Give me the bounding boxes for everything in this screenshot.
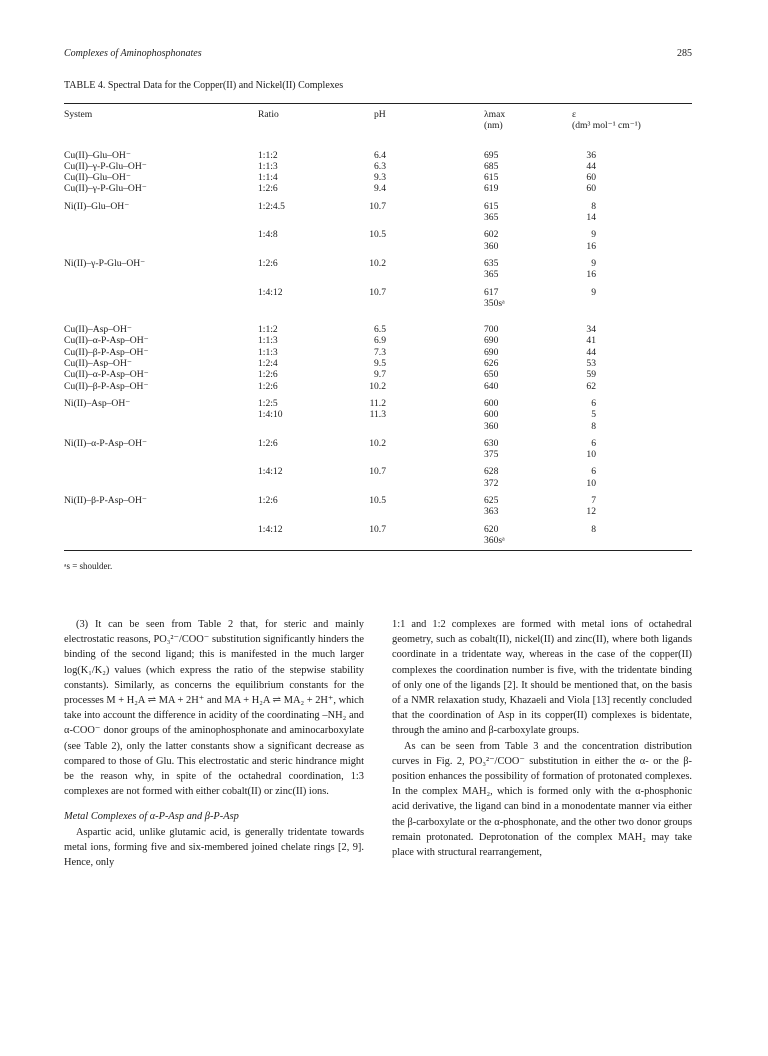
cell-ph: 6.5 (374, 324, 386, 336)
cell-lambda: 640 (484, 380, 499, 392)
header-epsilon-symbol: ε (572, 109, 577, 120)
cell-epsilon (542, 252, 692, 269)
cell-epsilon-value: 12 (586, 506, 596, 518)
cell-epsilon (542, 298, 692, 309)
header-epsilon (542, 104, 692, 136)
cell-lambda: 650 (484, 369, 499, 381)
table-row (64, 432, 692, 449)
cell-lambda: 372 (484, 477, 499, 489)
header-lambda-unit: (nm) (484, 120, 503, 132)
cell-system: Ni(II)–α-P-Asp–OH⁻ (64, 437, 148, 449)
cell-system (64, 518, 258, 535)
cell-ratio: 1:2:6 (258, 380, 278, 392)
cell-lambda: 360 (484, 240, 499, 252)
cell-ph (338, 241, 442, 252)
paragraph: Aspartic acid, unlike glutamic acid, is generally tridentate towards metal ions, forming five and six-membered joined chelate rings [2, 9]. Hence, only (64, 826, 364, 869)
table-row (64, 358, 692, 369)
cell-system: Ni(II)–γ-P-Glu–OH⁻ (64, 257, 146, 269)
cell-system: Ni(II)–β-P-Asp–OH⁻ (64, 495, 147, 507)
cell-ph (338, 269, 442, 280)
table-footnote: ᵃs = shoulder. (64, 561, 113, 572)
cell-ph: 11.3 (369, 409, 386, 421)
cell-epsilon (542, 281, 692, 298)
cell-ratio: 1:2:6 (258, 369, 278, 381)
cell-ratio: 1:4:12 (258, 286, 283, 298)
cell-ratio: 1:4:10 (258, 409, 283, 421)
cell-epsilon (542, 212, 692, 223)
cell-epsilon (542, 392, 692, 409)
table-row (64, 478, 692, 489)
cell-epsilon (542, 478, 692, 489)
cell-epsilon-value: 16 (586, 240, 596, 252)
table-row (64, 347, 692, 358)
cell-ratio: 1:1:3 (258, 346, 278, 358)
cell-ratio: 1:1:4 (258, 172, 278, 184)
cell-system: Cu(II)–β-P-Asp–OH⁻ (64, 380, 149, 392)
cell-epsilon (542, 506, 692, 517)
cell-system: Cu(II)–Glu–OH⁻ (64, 172, 131, 184)
cell-lambda: 615 (484, 200, 499, 212)
table-row (64, 252, 692, 269)
paragraph: 1:1 and 1:2 complexes are formed with metal ions of octahedral geometry, such as cobalt(II), nickel(II) and zinc(II), where both ligands coordinate in a tridentate way, whereas in the case of the copper(II) complexes the coordination number is five, with the tridentate binding of only one of the ligands [2]. It should be mentioned that, on the basis of a NMR relaxation study, Khazaeli and Viola [13] recently concluded that the coordination of Asp in its copper(II) complexes is bidentate, through the amino and β-carboxylate groups. (392, 619, 692, 737)
cell-ph (338, 506, 442, 517)
paragraph: (3) It can be seen from Table 2 that, for steric and mainly electrostatic reasons, PO₃²⁻/COO⁻ substitution significantly hinders the binding of the second ligand; this is manifested in the much larger log(K₁/K₂) values (which express the ratio of the stepwise stability constants). Similarly, as concerns the equilibrium constants for the processes M + H₂A ⇌ MA + 2H⁺ and MA + H₂A ⇌ MA₂ + 2H⁺, which take into account the difference in acidity of the coordinating –NH₂ and α-COO⁻ donor groups of the aminophosphonate and aminocarboxylate (see Table 2), only the latter constants show a significant decrease as compared to those of Glu. This electrostatic and steric hindrance might be the reason why, in spite of the octahedral coordination, 1:3 complexes are not formed with either cobalt(II) or zinc(II) ions. (64, 619, 364, 798)
cell-ph: 10.2 (369, 437, 386, 449)
cell-epsilon-value: 9 (591, 229, 596, 241)
table-bottom-rule (64, 550, 692, 551)
cell-epsilon (542, 195, 692, 212)
cell-ph: 6.9 (374, 335, 386, 347)
cell-ratio (258, 421, 338, 432)
cell-epsilon (542, 358, 692, 369)
cell-lambda: 615 (484, 172, 499, 184)
cell-system: Cu(II)–Asp–OH⁻ (64, 358, 132, 370)
cell-epsilon-value: 9 (591, 257, 596, 269)
cell-lambda: 626 (484, 358, 499, 370)
cell-epsilon-value: 60 (586, 172, 596, 184)
cell-ratio: 1:1:3 (258, 335, 278, 347)
cell-lambda: 350sᵃ (484, 297, 505, 309)
cell-epsilon-value: 16 (586, 269, 596, 281)
running-head (64, 48, 692, 66)
cell-ratio: 1:4:12 (258, 523, 283, 535)
cell-system: Cu(II)–γ-P-Glu–OH⁻ (64, 183, 147, 195)
cell-system (64, 241, 258, 252)
cell-ratio (258, 298, 338, 309)
paper-page (64, 48, 692, 869)
table-row (64, 212, 692, 223)
cell-epsilon (542, 489, 692, 506)
cell-ratio (258, 212, 338, 223)
cell-lambda: 365 (484, 269, 499, 281)
table-row (64, 506, 692, 517)
table-row (64, 392, 692, 409)
table-row (64, 298, 692, 309)
cell-system (64, 506, 258, 517)
cell-ratio: 1:2:6 (258, 437, 278, 449)
table-row (64, 269, 692, 280)
cell-ph: 9.4 (374, 183, 386, 195)
table-row (64, 489, 692, 506)
cell-ph (338, 421, 442, 432)
cell-epsilon (542, 535, 692, 546)
table-row (64, 449, 692, 460)
cell-system (64, 269, 258, 280)
cell-system (64, 409, 258, 420)
table-caption: TABLE 4. Spectral Data for the Copper(II) and Nickel(II) Complexes (64, 80, 344, 91)
cell-ph: 10.7 (369, 286, 386, 298)
cell-lambda: 363 (484, 506, 499, 518)
cell-epsilon (542, 136, 692, 161)
cell-epsilon-value: 10 (586, 477, 596, 489)
cell-epsilon (542, 335, 692, 346)
header-ph: pH (374, 109, 386, 120)
cell-epsilon (542, 460, 692, 477)
cell-epsilon (542, 432, 692, 449)
cell-epsilon-value: 6 (591, 466, 596, 478)
cell-epsilon (542, 518, 692, 535)
cell-ph: 10.5 (369, 229, 386, 241)
table-row (64, 381, 692, 392)
cell-ph: 9.7 (374, 369, 386, 381)
cell-ph: 11.2 (369, 397, 386, 409)
table-row (64, 161, 692, 172)
header-lambda-symbol: λmax (484, 109, 506, 120)
cell-system (64, 449, 258, 460)
cell-epsilon-value: 8 (591, 200, 596, 212)
cell-system: Ni(II)–Glu–OH⁻ (64, 200, 130, 212)
cell-ph: 10.2 (369, 257, 386, 269)
cell-ph (338, 212, 442, 223)
cell-system: Cu(II)–γ-P-Glu–OH⁻ (64, 160, 147, 172)
cell-ratio: 1:1:2 (258, 149, 278, 161)
table-row (64, 535, 692, 546)
cell-epsilon (542, 241, 692, 252)
cell-epsilon (542, 449, 692, 460)
cell-ph (338, 449, 442, 460)
table-row (64, 518, 692, 535)
cell-ph: 10.7 (369, 200, 386, 212)
table-row (64, 195, 692, 212)
cell-system (64, 460, 258, 477)
cell-lambda: 600 (484, 409, 499, 421)
cell-system: Cu(II)–α-P-Asp–OH⁻ (64, 369, 149, 381)
cell-ph: 9.5 (374, 358, 386, 370)
cell-ratio (258, 449, 338, 460)
section-heading: Metal Complexes of α-P-Asp and β-P-Asp (64, 811, 239, 823)
cell-system (64, 298, 258, 309)
cell-epsilon-value: 6 (591, 397, 596, 409)
table-row (64, 324, 692, 335)
header-ratio: Ratio (258, 109, 279, 120)
cell-lambda: 685 (484, 160, 499, 172)
cell-system: Cu(II)–Asp–OH⁻ (64, 324, 132, 336)
table-row (64, 241, 692, 252)
cell-epsilon-value: 59 (586, 369, 596, 381)
cell-ratio (258, 478, 338, 489)
cell-lambda: 628 (484, 466, 499, 478)
page-number: 285 (677, 48, 692, 59)
cell-epsilon-value: 14 (586, 212, 596, 224)
cell-lambda: 630 (484, 437, 499, 449)
cell-epsilon-value: 44 (586, 346, 596, 358)
cell-epsilon-value: 62 (586, 380, 596, 392)
table-row (64, 369, 692, 380)
table-row (64, 281, 692, 298)
cell-epsilon-value: 9 (591, 286, 596, 298)
cell-epsilon-value: 41 (586, 335, 596, 347)
cell-ph (338, 478, 442, 489)
table-row (64, 136, 692, 161)
table-body (64, 136, 692, 547)
table-row (64, 335, 692, 346)
cell-ph (338, 535, 442, 546)
cell-ratio: 1:2:4 (258, 358, 278, 370)
cell-epsilon-value: 60 (586, 183, 596, 195)
cell-lambda: 695 (484, 149, 499, 161)
cell-epsilon (542, 381, 692, 392)
cell-system (64, 421, 258, 432)
cell-epsilon (542, 421, 692, 432)
table-row (64, 409, 692, 420)
cell-ratio: 1:1:3 (258, 160, 278, 172)
cell-epsilon (542, 172, 692, 183)
cell-epsilon-value: 6 (591, 437, 596, 449)
cell-epsilon-value: 8 (591, 523, 596, 535)
cell-lambda: 360sᵃ (484, 534, 505, 546)
cell-ratio (258, 269, 338, 280)
cell-epsilon (542, 409, 692, 420)
cell-epsilon-value: 44 (586, 160, 596, 172)
cell-system (64, 212, 258, 223)
cell-ph: 10.7 (369, 523, 386, 535)
spectral-data-table (64, 104, 692, 546)
cell-ph: 10.7 (369, 466, 386, 478)
cell-ratio: 1:2:6 (258, 183, 278, 195)
table-row (64, 183, 692, 194)
cell-system (64, 281, 258, 298)
table-row (64, 421, 692, 432)
table-row (64, 460, 692, 477)
cell-system: Cu(II)–α-P-Asp–OH⁻ (64, 335, 149, 347)
cell-lambda: 620 (484, 523, 499, 535)
cell-epsilon (542, 369, 692, 380)
cell-ph: 6.4 (374, 149, 386, 161)
cell-epsilon (542, 324, 692, 335)
cell-epsilon-value: 5 (591, 409, 596, 421)
cell-ratio (258, 535, 338, 546)
cell-lambda: 619 (484, 183, 499, 195)
cell-epsilon (542, 161, 692, 172)
cell-epsilon-value: 7 (591, 495, 596, 507)
cell-system (64, 535, 258, 546)
group-spacer (64, 309, 692, 324)
cell-epsilon-value: 36 (586, 149, 596, 161)
cell-lambda: 375 (484, 449, 499, 461)
cell-ph: 6.3 (374, 160, 386, 172)
cell-lambda: 602 (484, 229, 499, 241)
right-column (392, 617, 692, 860)
left-column (64, 617, 364, 870)
table-row (64, 223, 692, 240)
cell-epsilon-value: 34 (586, 324, 596, 336)
cell-system: Cu(II)–Glu–OH⁻ (64, 149, 131, 161)
header-lambda (442, 104, 542, 136)
cell-lambda: 600 (484, 397, 499, 409)
cell-epsilon (542, 183, 692, 194)
cell-system (64, 223, 258, 240)
cell-ratio: 1:2:6 (258, 495, 278, 507)
running-title: Complexes of Aminophosphonates (64, 48, 202, 59)
cell-epsilon-value: 10 (586, 449, 596, 461)
cell-ratio: 1:2:6 (258, 257, 278, 269)
cell-system (64, 478, 258, 489)
cell-epsilon-value: 8 (591, 420, 596, 432)
header-system: System (64, 109, 93, 120)
cell-ratio: 1:4:12 (258, 466, 283, 478)
cell-ratio: 1:2:4.5 (258, 200, 285, 212)
cell-ratio: 1:1:2 (258, 324, 278, 336)
cell-epsilon-value: 53 (586, 358, 596, 370)
cell-epsilon (542, 223, 692, 240)
cell-system: Ni(II)–Asp–OH⁻ (64, 397, 131, 409)
cell-lambda: 690 (484, 335, 499, 347)
paragraph: As can be seen from Table 3 and the concentration distribution curves in Fig. 2, PO₃²⁻/COO⁻ substitution in either the α- or the β-position enhances the possibility of formation of protonated complexes. In the complex MAH₂, which is formed only with the α-phosphonic acid derivative, the ligand can bind in a monodentate manner via either the β-carboxylate or the α-phosphonate, and the other two donor groups remain protonated. Deprotonation of the complex MAH₂ may take place with structural rearrangement, (392, 740, 692, 859)
cell-ph: 7.3 (374, 346, 386, 358)
cell-lambda: 635 (484, 257, 499, 269)
cell-system: Cu(II)–β-P-Asp–OH⁻ (64, 346, 149, 358)
cell-ratio: 1:4:8 (258, 229, 278, 241)
cell-ratio: 1:2:5 (258, 397, 278, 409)
cell-ratio (258, 241, 338, 252)
cell-ph: 10.5 (369, 495, 386, 507)
table-row (64, 172, 692, 183)
cell-ratio (258, 506, 338, 517)
cell-lambda: 617 (484, 286, 499, 298)
cell-ph (338, 298, 442, 309)
cell-lambda: 690 (484, 346, 499, 358)
cell-epsilon (542, 269, 692, 280)
cell-lambda: 360 (484, 420, 499, 432)
header-epsilon-unit: (dm³ mol⁻¹ cm⁻¹) (572, 120, 641, 132)
cell-lambda: 625 (484, 495, 499, 507)
cell-ph: 10.2 (369, 380, 386, 392)
cell-ph: 9.3 (374, 172, 386, 184)
cell-epsilon (542, 347, 692, 358)
cell-lambda: 365 (484, 212, 499, 224)
cell-lambda: 700 (484, 324, 499, 336)
